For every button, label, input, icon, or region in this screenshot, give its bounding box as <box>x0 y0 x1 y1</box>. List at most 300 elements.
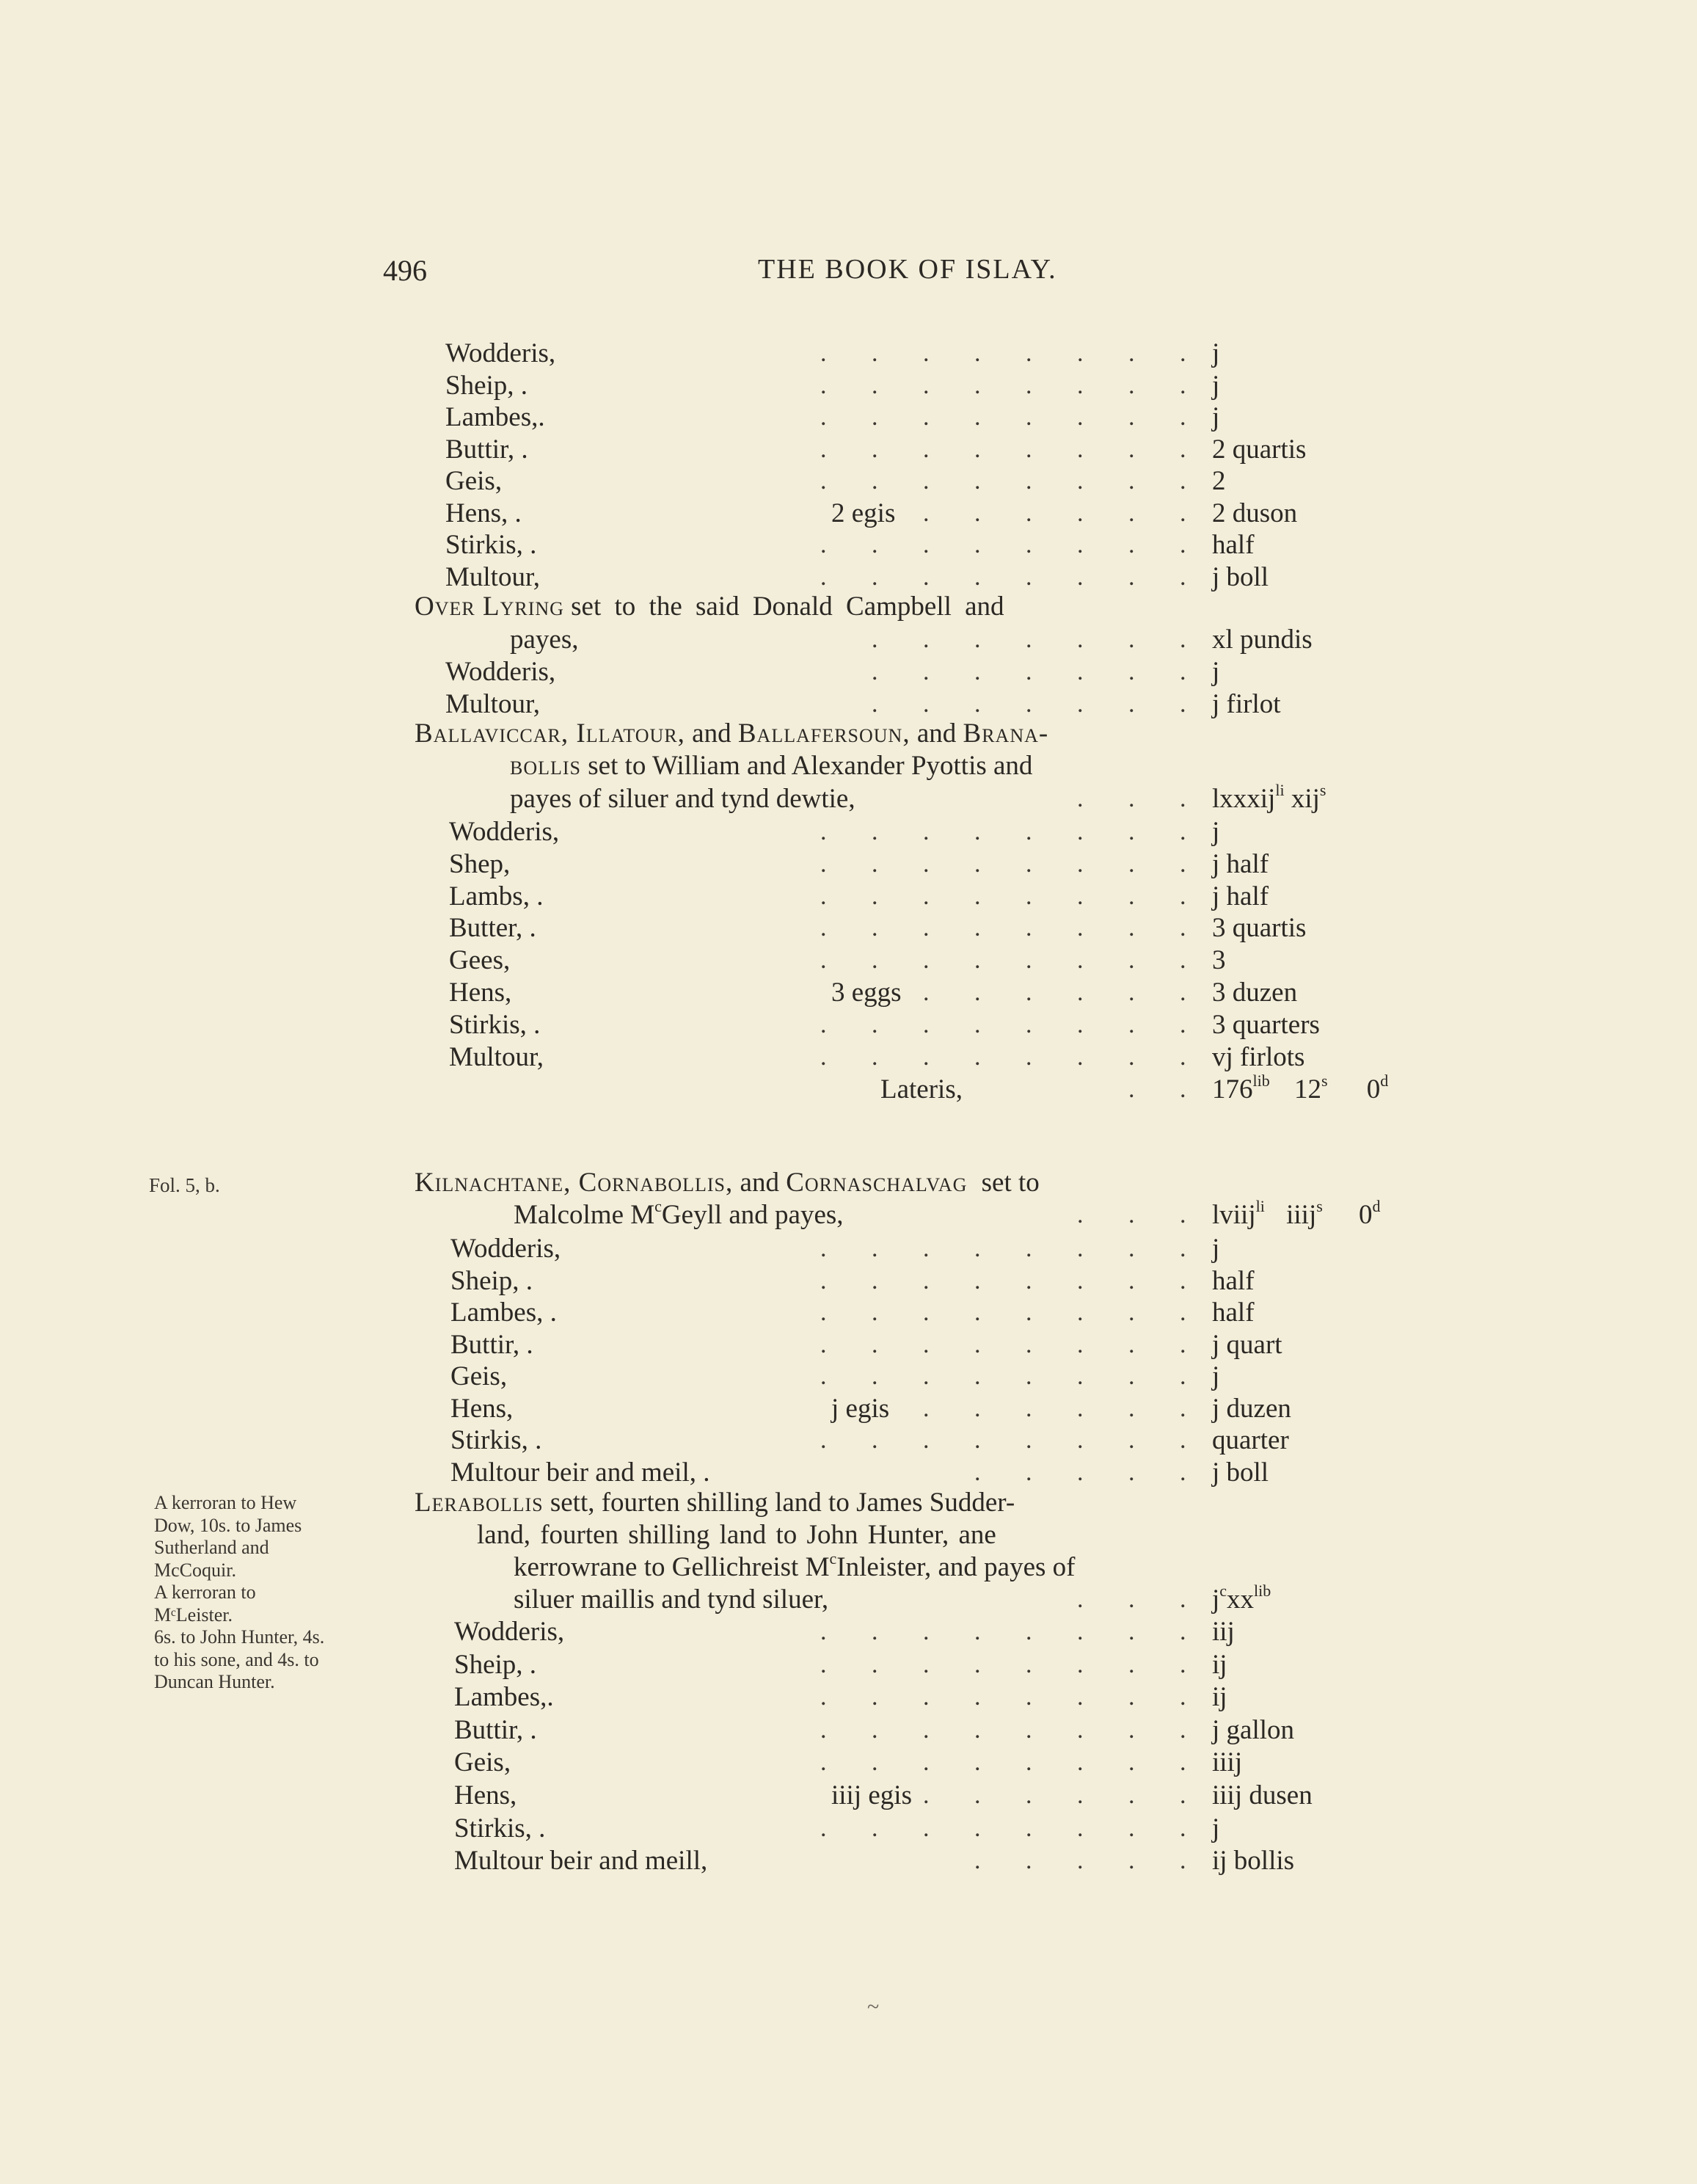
heading-text: set to <box>981 1168 1040 1198</box>
unit-superscript: li <box>1255 1197 1265 1215</box>
leader-dot: . <box>1180 1717 1186 1744</box>
leader-dot: . <box>974 1235 981 1262</box>
entry-label: Wodderis, <box>445 657 556 687</box>
leader-dot: . <box>923 1267 930 1295</box>
egg-note: 3 eggs <box>825 977 908 1009</box>
leader-dot: . <box>820 1235 827 1262</box>
leader-dot: . <box>1077 691 1084 718</box>
entry-label: Wodderis, <box>454 1617 565 1647</box>
superscript: c <box>654 1197 662 1215</box>
lerabollis-heading-line-2: land, fourten shilling land to John Hunter, ane <box>477 1520 996 1550</box>
entry-value: j boll <box>1212 562 1269 592</box>
leader-dot: . <box>923 818 930 845</box>
unit-superscript: lib <box>1254 1581 1271 1600</box>
leader-dot: . <box>1180 531 1186 558</box>
egg-note: 2 egis <box>825 498 901 530</box>
leader-dot: . <box>1077 785 1084 812</box>
leader-dot: . <box>1180 1011 1186 1038</box>
entry-value: 3 quarters <box>1212 1010 1320 1040</box>
unit-superscript: d <box>1372 1197 1381 1215</box>
leader-dot: . <box>872 564 878 591</box>
leader-dots <box>631 1649 1189 1681</box>
leader-dot: . <box>820 1651 827 1678</box>
leader-dot: . <box>1180 1815 1186 1842</box>
entry-value: iij <box>1212 1617 1235 1647</box>
entry-value: 2 duson <box>1212 498 1298 528</box>
page-header <box>0 253 1697 297</box>
leader-dot: . <box>872 626 878 653</box>
leader-dot: . <box>1077 1044 1084 1071</box>
leader-dot: . <box>1077 1459 1084 1486</box>
leader-dot: . <box>974 1815 981 1842</box>
leader-dot: . <box>974 1717 981 1744</box>
egg-note: iiij egis <box>825 1780 918 1812</box>
place-name: Ballafersoun, <box>737 718 910 749</box>
leader-dot: . <box>872 1651 878 1678</box>
leader-dot: . <box>974 1459 981 1486</box>
leader-dot: . <box>1077 1235 1084 1262</box>
leader-dot: . <box>1026 1815 1032 1842</box>
leader-dot: . <box>1128 372 1135 399</box>
leader-dot: . <box>872 1235 878 1262</box>
leader-dot: . <box>974 500 981 527</box>
leader-dot: . <box>974 914 981 942</box>
leader-dot: . <box>820 1267 827 1295</box>
leader-dot: . <box>1128 658 1135 685</box>
lerabollis-heading-line-4: siluer maillis and tynd siluer, <box>514 1584 829 1615</box>
leader-dot: . <box>923 851 930 878</box>
leader-dots <box>631 1424 1189 1457</box>
leader-dot: . <box>1128 436 1135 463</box>
leader-dot: . <box>820 1717 827 1744</box>
leader-dot: . <box>1180 1395 1186 1422</box>
leader-dot: . <box>1026 818 1032 845</box>
leader-dot: . <box>1180 979 1186 1006</box>
leader-dot: . <box>1026 947 1032 974</box>
leader-dot: . <box>923 914 930 942</box>
entry-label: Buttir, . <box>445 434 528 465</box>
leader-dot: . <box>1026 979 1032 1006</box>
leader-dot: . <box>1128 1427 1135 1454</box>
leader-dot: . <box>820 1427 827 1454</box>
leader-dot: . <box>820 340 827 367</box>
entry-label: Sheip, . <box>445 371 528 401</box>
entry-value: j <box>1212 1361 1220 1391</box>
margin-note-line: 6s. to John Hunter, 4s. <box>154 1626 325 1648</box>
leader-dot: . <box>872 1331 878 1358</box>
entry-value: vj firlots <box>1212 1042 1305 1072</box>
leader-dot: . <box>923 947 930 974</box>
leader-dot: . <box>1180 1459 1186 1486</box>
leader-dot: . <box>1077 626 1084 653</box>
leader-dot: . <box>1128 1847 1135 1874</box>
leader-dot: . <box>1128 1749 1135 1776</box>
leader-dot: . <box>1128 467 1135 495</box>
leader-dot: . <box>1128 1684 1135 1711</box>
pounds: 176 <box>1212 1074 1253 1104</box>
leader-dots <box>631 816 1189 848</box>
leader-dot: . <box>872 436 878 463</box>
leader-dot: . <box>1128 1586 1135 1613</box>
leader-dot: . <box>1026 531 1032 558</box>
leader-dot: . <box>1128 1201 1135 1228</box>
shillings: 12 <box>1293 1074 1321 1104</box>
entry-label: Hens, . <box>445 498 522 528</box>
leader-dot: . <box>1077 658 1084 685</box>
leader-dot: . <box>1077 1201 1084 1228</box>
entry-label: Geis, <box>454 1747 511 1777</box>
place-name: Over Lyring <box>415 592 564 622</box>
leader-dot: . <box>1026 1618 1032 1645</box>
leader-dot: . <box>1077 340 1084 367</box>
leader-dots <box>631 1041 1189 1074</box>
leader-dots <box>631 688 1189 721</box>
leader-dot: . <box>1180 1331 1186 1358</box>
leader-dots <box>631 1074 1189 1106</box>
lateris-total <box>1212 1071 1389 1106</box>
leader-dot: . <box>1128 914 1135 942</box>
entry-value: j <box>1212 371 1220 401</box>
leader-dot: . <box>820 1299 827 1326</box>
entry-label: Hens, <box>449 978 512 1008</box>
entry-label: Gees, <box>449 945 511 975</box>
leader-dots <box>631 498 1189 530</box>
leader-dot: . <box>1180 947 1186 974</box>
leader-dot: . <box>872 1815 878 1842</box>
ballaviccar-heading-line-3: payes of siluer and tynd dewtie, <box>510 784 855 814</box>
leader-dot: . <box>974 1044 981 1071</box>
leader-dot: . <box>1180 626 1186 653</box>
entry-label: Stirkis, . <box>454 1813 546 1843</box>
leader-dot: . <box>1077 1782 1084 1809</box>
leader-dot: . <box>1180 691 1186 718</box>
heading-text: sett, fourten shilling land to James Sudder- <box>550 1488 1015 1518</box>
margin-note-line: Sutherland and <box>154 1537 269 1558</box>
leader-dot: . <box>1128 1076 1135 1103</box>
leader-dot: . <box>1026 1847 1032 1874</box>
heading-text: set to William and Alexander Pyottis and <box>588 751 1033 781</box>
entry-label: Sheip, . <box>454 1650 537 1680</box>
entry-value: half <box>1212 1266 1255 1296</box>
leader-dot: . <box>1077 851 1084 878</box>
leader-dot: . <box>820 1749 827 1776</box>
leader-dot: . <box>974 818 981 845</box>
leader-dot: . <box>820 467 827 495</box>
entry-label: Buttir, . <box>450 1330 533 1360</box>
place-name: Ballaviccar, Illatour, <box>415 718 685 749</box>
leader-dots <box>631 1714 1189 1747</box>
leader-dot: . <box>1180 914 1186 942</box>
leader-dot: . <box>1128 500 1135 527</box>
leader-dot: . <box>1128 626 1135 653</box>
leader-dot: . <box>872 883 878 910</box>
entry-label: Butter, . <box>449 913 536 943</box>
leader-dot: . <box>1077 1363 1084 1390</box>
leader-dot: . <box>1026 1395 1032 1422</box>
leader-dot: . <box>1026 1782 1032 1809</box>
leader-dot: . <box>1128 1363 1135 1390</box>
leader-dot: . <box>1026 1684 1032 1711</box>
leader-dots <box>631 401 1189 434</box>
leader-dot: . <box>820 914 827 942</box>
leader-dot: . <box>1026 914 1032 942</box>
leader-dots <box>631 1681 1189 1714</box>
leader-dot: . <box>1026 1299 1032 1326</box>
leader-dot: . <box>872 818 878 845</box>
leader-dot: . <box>1128 1782 1135 1809</box>
entry-value: j half <box>1212 849 1269 879</box>
leader-dot: . <box>923 372 930 399</box>
leader-dot: . <box>1026 1044 1032 1071</box>
leader-dot: . <box>1026 467 1032 495</box>
leader-dot: . <box>1077 1427 1084 1454</box>
entry-value: 2 quartis <box>1212 434 1307 465</box>
leader-dot: . <box>872 531 878 558</box>
leader-dot: . <box>1180 1044 1186 1071</box>
leader-dot: . <box>1077 883 1084 910</box>
leader-dot: . <box>1077 1331 1084 1358</box>
leader-dot: . <box>974 1618 981 1645</box>
leader-dot: . <box>1077 372 1084 399</box>
leader-dot: . <box>923 467 930 495</box>
margin-note-line: Duncan Hunter. <box>154 1671 275 1692</box>
leader-dot: . <box>974 372 981 399</box>
leader-dots <box>631 848 1189 881</box>
heading-text: Malcolme M <box>514 1200 655 1230</box>
kilnachtane-payment <box>1212 1199 1381 1231</box>
leader-dot: . <box>1077 1651 1084 1678</box>
leader-dot: . <box>1180 1684 1186 1711</box>
heading-text: Geyll and payes, <box>661 1200 844 1230</box>
leader-dot: . <box>872 1684 878 1711</box>
leader-dot: . <box>820 436 827 463</box>
unit-superscript: s <box>1321 1071 1328 1090</box>
leader-dot: . <box>974 1363 981 1390</box>
entry-label: Buttir, . <box>454 1715 537 1745</box>
leader-dots <box>631 1584 1189 1616</box>
leader-dots <box>631 1009 1189 1041</box>
entry-value: 2 <box>1212 466 1226 496</box>
leader-dot: . <box>1026 851 1032 878</box>
margin-note-line: MᶜLeister. <box>154 1604 233 1626</box>
leader-dot: . <box>1026 883 1032 910</box>
leader-dot: . <box>923 1782 930 1809</box>
entry-label: Lambs, . <box>449 881 544 911</box>
place-name: Cornaschalvag <box>786 1168 968 1198</box>
place-name: Brana- <box>963 718 1049 749</box>
leader-dot: . <box>1077 404 1084 431</box>
leader-dot: . <box>1077 1684 1084 1711</box>
place-name: bollis <box>510 751 581 781</box>
leader-dot: . <box>820 1618 827 1645</box>
entry-value: j <box>1212 402 1220 432</box>
leader-dot: . <box>923 1331 930 1358</box>
leader-dot: . <box>1026 658 1032 685</box>
leader-dot: . <box>974 340 981 367</box>
leader-dot: . <box>974 404 981 431</box>
leader-dot: . <box>872 914 878 942</box>
leader-dots <box>631 656 1189 688</box>
leader-dot: . <box>974 1267 981 1295</box>
leader-dots <box>631 529 1189 561</box>
leader-dot: . <box>1180 1201 1186 1228</box>
leader-dot: . <box>872 1427 878 1454</box>
entry-label: Shep, <box>449 849 511 879</box>
lerabollis-heading-line-3 <box>514 1551 1076 1584</box>
leader-dots <box>631 561 1189 594</box>
leader-dot: . <box>872 1299 878 1326</box>
leader-dot: . <box>872 851 878 878</box>
leader-dot: . <box>872 1267 878 1295</box>
leader-dot: . <box>1180 1651 1186 1678</box>
entry-label: Stirkis, . <box>445 530 537 560</box>
leader-dot: . <box>1180 1363 1186 1390</box>
leader-dot: . <box>1128 1651 1135 1678</box>
leader-dot: . <box>1128 1267 1135 1295</box>
leader-dots <box>631 1265 1189 1297</box>
leader-dot: . <box>974 1847 981 1874</box>
unit-superscript: li <box>1275 781 1285 799</box>
leader-dot: . <box>872 340 878 367</box>
leader-dot: . <box>1077 979 1084 1006</box>
leader-dots <box>631 1457 1189 1489</box>
leader-dot: . <box>974 979 981 1006</box>
margin-note-line: to his sone, and 4s. to <box>154 1649 319 1670</box>
unit-superscript: c <box>1219 1581 1227 1600</box>
entry-label: Lambes,. <box>445 402 545 432</box>
leader-dots <box>631 1616 1189 1648</box>
leader-dot: . <box>1180 1235 1186 1262</box>
superscript: c <box>829 1549 837 1568</box>
leader-dot: . <box>1026 1011 1032 1038</box>
entry-label: Geis, <box>445 466 503 496</box>
entry-value: ij <box>1212 1682 1227 1712</box>
place-name: Kilnachtane, Cornabollis, <box>415 1168 734 1198</box>
margin-note-line: A kerroran to Hew <box>154 1492 297 1513</box>
leader-dot: . <box>1077 1618 1084 1645</box>
leader-dot: . <box>1077 1749 1084 1776</box>
leader-dot: . <box>1180 436 1186 463</box>
leader-dot: . <box>1026 404 1032 431</box>
leader-dot: . <box>1128 818 1135 845</box>
leader-dot: . <box>974 1684 981 1711</box>
leader-dot: . <box>923 1684 930 1711</box>
leader-dot: . <box>872 1618 878 1645</box>
leader-dots <box>631 783 1189 815</box>
entry-label: Multour, <box>445 562 541 592</box>
leader-dot: . <box>923 340 930 367</box>
entry-value: j <box>1212 338 1220 368</box>
entry-value: 3 quartis <box>1212 913 1307 943</box>
leader-dot: . <box>923 1749 930 1776</box>
leader-dots <box>631 977 1189 1009</box>
leader-dot: . <box>923 1044 930 1071</box>
unit-superscript: d <box>1380 1071 1389 1090</box>
leader-dot: . <box>820 1815 827 1842</box>
leader-dot: . <box>1180 1267 1186 1295</box>
leader-dot: . <box>1128 785 1135 812</box>
leader-dots <box>631 1393 1189 1425</box>
over-lyring-heading <box>415 591 1004 623</box>
leader-dot: . <box>1180 1618 1186 1645</box>
leader-dot: . <box>1180 372 1186 399</box>
leader-dot: . <box>923 404 930 431</box>
entry-value: j <box>1212 817 1220 847</box>
leader-dot: . <box>923 564 930 591</box>
leader-dot: . <box>1180 818 1186 845</box>
leader-dot: . <box>820 372 827 399</box>
leader-dot: . <box>974 531 981 558</box>
leader-dot: . <box>820 1011 827 1038</box>
leader-dot: . <box>923 1651 930 1678</box>
leader-dot: . <box>1128 531 1135 558</box>
leader-dot: . <box>974 1427 981 1454</box>
leader-dot: . <box>923 1299 930 1326</box>
leader-dot: . <box>872 1044 878 1071</box>
leader-dot: . <box>1026 372 1032 399</box>
leader-dots <box>631 624 1189 656</box>
leader-dot: . <box>1026 436 1032 463</box>
page-number: 496 <box>383 254 427 287</box>
entry-value: ij <box>1212 1650 1227 1680</box>
amount: lxxxij <box>1212 784 1276 814</box>
leader-dot: . <box>872 1011 878 1038</box>
leader-dot: . <box>923 1363 930 1390</box>
leader-dot: . <box>1180 883 1186 910</box>
entry-label: Wodderis, <box>449 817 560 847</box>
leader-dot: . <box>1180 658 1186 685</box>
entry-label: Wodderis, <box>450 1234 561 1264</box>
ballaviccar-heading-line-1 <box>415 718 1048 750</box>
amount: lviij <box>1212 1200 1256 1230</box>
entry-label: Multour, <box>449 1042 544 1072</box>
leader-dot: . <box>1180 467 1186 495</box>
leader-dot: . <box>974 947 981 974</box>
leader-dot: . <box>1026 340 1032 367</box>
amount: xx <box>1227 1584 1255 1615</box>
leader-dot: . <box>872 1717 878 1744</box>
leader-dot: . <box>923 1235 930 1262</box>
leader-dot: . <box>974 626 981 653</box>
leader-dot: . <box>872 947 878 974</box>
leader-dot: . <box>1128 979 1135 1006</box>
leader-dot: . <box>974 691 981 718</box>
leader-dots <box>631 1297 1189 1329</box>
leader-dot: . <box>1026 691 1032 718</box>
leader-dot: . <box>1026 564 1032 591</box>
leader-dot: . <box>820 1331 827 1358</box>
leader-dot: . <box>872 467 878 495</box>
entry-value: j <box>1212 1813 1220 1843</box>
ballaviccar-heading-line-2 <box>510 750 1032 782</box>
margin-note-line: Dow, 10s. to James <box>154 1515 302 1536</box>
entry-label: Sheip, . <box>450 1266 533 1296</box>
leader-dot: . <box>1077 1395 1084 1422</box>
leader-dot: . <box>923 1717 930 1744</box>
leader-dot: . <box>1077 531 1084 558</box>
leader-dot: . <box>872 658 878 685</box>
entry-value: half <box>1212 1297 1255 1328</box>
leader-dot: . <box>1180 500 1186 527</box>
leader-dot: . <box>974 436 981 463</box>
leader-dot: . <box>974 883 981 910</box>
leader-dot: . <box>1026 1363 1032 1390</box>
leader-dot: . <box>1077 947 1084 974</box>
leader-dot: . <box>1180 564 1186 591</box>
entry-value: ij bollis <box>1212 1846 1295 1876</box>
entry-label: Hens, <box>450 1394 514 1424</box>
entry-value: j <box>1212 657 1220 687</box>
